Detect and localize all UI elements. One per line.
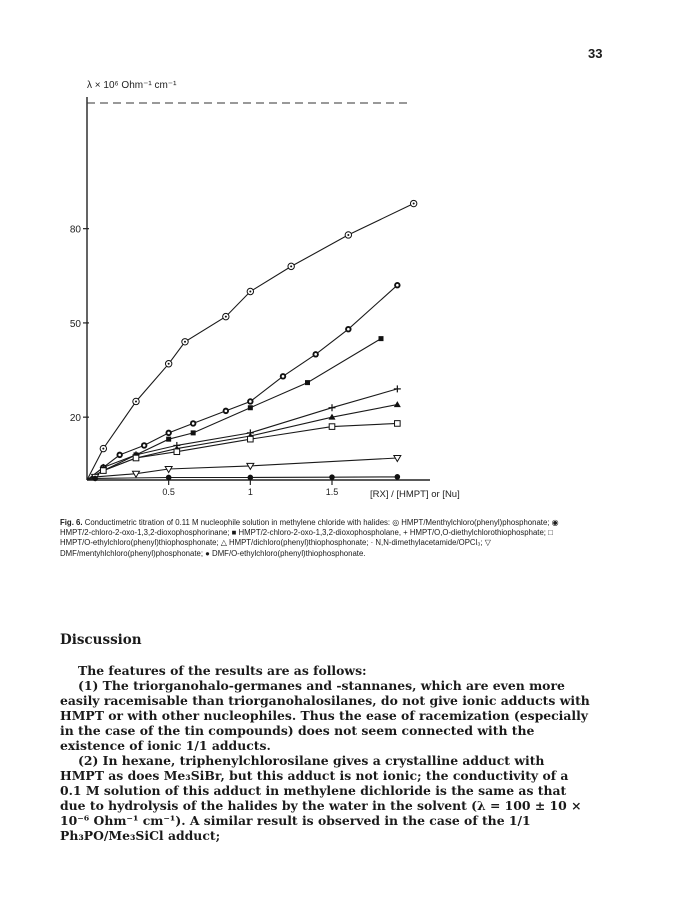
data-point (92, 476, 98, 482)
marker-dot (395, 474, 401, 480)
data-point (247, 398, 253, 404)
marker-open-square (101, 468, 107, 474)
marker-center (102, 448, 104, 450)
data-point (248, 405, 253, 410)
paragraph-point-1: (1) The triorganohalo-germanes and -stannanes, which are even more easily racemisable than triorganohalosilanes, do not give ionic adducts with HMPT or with other nucleophiles. Thus the ease of racemization (especially in the case of the tin compounds) does not seem connected with the existence of ionic 1/1 adducts. (60, 678, 590, 753)
marker-center (184, 341, 186, 343)
data-point (345, 326, 351, 332)
marker-center (118, 454, 121, 457)
axis-ticks (70, 225, 338, 497)
data-point (165, 430, 171, 436)
data-point (133, 455, 139, 461)
marker-center (282, 375, 285, 378)
data-point (410, 200, 416, 206)
x-tick-label: 1 (247, 487, 253, 497)
data-point (329, 474, 335, 480)
data-point (191, 430, 196, 435)
body-text (60, 663, 592, 843)
data-point (312, 351, 318, 357)
data-point (247, 288, 253, 294)
data-point (248, 436, 254, 442)
marker-open-square (329, 424, 335, 430)
data-point (223, 313, 229, 319)
page-number: 33 (588, 46, 603, 61)
data-point (141, 442, 147, 448)
marker-center (249, 291, 251, 293)
data-point (165, 361, 171, 367)
y-axis-label: λ × 10⁶ Ohm⁻¹ cm⁻¹ (87, 80, 177, 91)
x-axis-label (370, 489, 460, 500)
data-point (190, 420, 196, 426)
marker-center (168, 363, 170, 365)
data-point (394, 385, 401, 392)
marker-open-square (133, 455, 139, 461)
marker-triangle (394, 401, 401, 407)
y-tick-label: 50 (69, 318, 81, 330)
data-point (305, 380, 310, 385)
chart-axes (87, 97, 430, 480)
data-point (100, 445, 106, 451)
marker-dot (329, 474, 335, 480)
figure-caption (60, 518, 585, 559)
data-point (133, 398, 139, 404)
data-point (329, 424, 335, 430)
data-point (394, 401, 401, 407)
marker-center (225, 410, 228, 413)
y-tick-label: 80 (69, 224, 81, 236)
marker-center (167, 432, 170, 435)
marker-center (135, 400, 137, 402)
marker-dot (248, 475, 254, 481)
data-point (223, 408, 229, 414)
data-point (280, 373, 286, 379)
marker-open-square (395, 421, 401, 427)
data-point (248, 475, 254, 481)
marker-center (192, 422, 195, 425)
data-point (166, 437, 171, 442)
marker-dot (92, 476, 98, 482)
data-point (101, 468, 107, 474)
marker-center (396, 284, 399, 287)
data-point (329, 404, 336, 411)
data-point (379, 336, 384, 341)
marker-dot (166, 475, 172, 481)
data-point (166, 475, 172, 481)
marker-center (413, 203, 415, 205)
data-point (395, 421, 401, 427)
marker-center (143, 444, 146, 447)
caption-label: Fig. 6. (60, 518, 83, 527)
marker-square (379, 336, 384, 341)
caption-text: Conductimetric titration of 0.11 M nucleophile solution in methylene chloride with halides: ◎ HMPT/Menthylchloro(phenyl)phosphonate; ◉ HMPT/2-chloro-2-oxo-1,3,2-dioxophosphorinane; ■ HMPT/2-chloro-2-oxo-1,3,2-dioxophospholane, + HMPT/O,O-diethylchlorothiophosphate; □ HMPT/O-ethylchloro(phenyl)thiophosphonate; △ HMPT/dichloro(phenyl)thiophosphonate; · N,N-dimethylacetamide/OPCl₃; ▽ DMF/mentyhlchloro(phenyl)phosphonate; ● DMF/O-ethylchloro(phenyl)thiophosphonate. (60, 518, 559, 558)
marker-center (225, 316, 227, 318)
data-point (174, 449, 180, 455)
data-point (288, 263, 294, 269)
marker-center (347, 234, 349, 236)
x-tick-label: 1.5 (325, 487, 339, 497)
marker-square (191, 430, 196, 435)
marker-center (249, 400, 252, 403)
data-point (394, 282, 400, 288)
marker-center (290, 265, 292, 267)
data-point (345, 232, 351, 238)
data-point (182, 339, 188, 345)
marker-center (314, 353, 317, 356)
data-point (116, 452, 122, 458)
series-line (87, 405, 397, 480)
marker-center (347, 328, 350, 331)
paragraph-intro: The features of the results are as follows: (78, 663, 367, 678)
data-point (395, 474, 401, 480)
marker-open-square (174, 449, 180, 455)
x-axis-label-text: [RX] / [HMPT] or [Nu] (370, 489, 460, 500)
paragraph-point-2: (2) In hexane, triphenylchlorosilane gives a crystalline adduct with HMPT as does Me₃SiBr, but this adduct is not ionic; the conductivity of a 0.1 M solution of this adduct in methylene dichloride is the same as that due to hydrolysis of the halides by the water in the solvent (λ = 100 ± 10 × 10⁻⁶ Ohm⁻¹ cm⁻¹). A similar result is observed in the case of the 1/1 Ph₃PO/Me₃SiCl adduct; (60, 753, 582, 843)
marker-square (248, 405, 253, 410)
series-line (87, 285, 397, 480)
marker-square (305, 380, 310, 385)
y-tick-label: 20 (69, 413, 81, 425)
x-tick-label: 0.5 (162, 487, 175, 497)
marker-open-square (248, 436, 254, 442)
marker-square (166, 437, 171, 442)
section-title: Discussion (60, 632, 142, 648)
